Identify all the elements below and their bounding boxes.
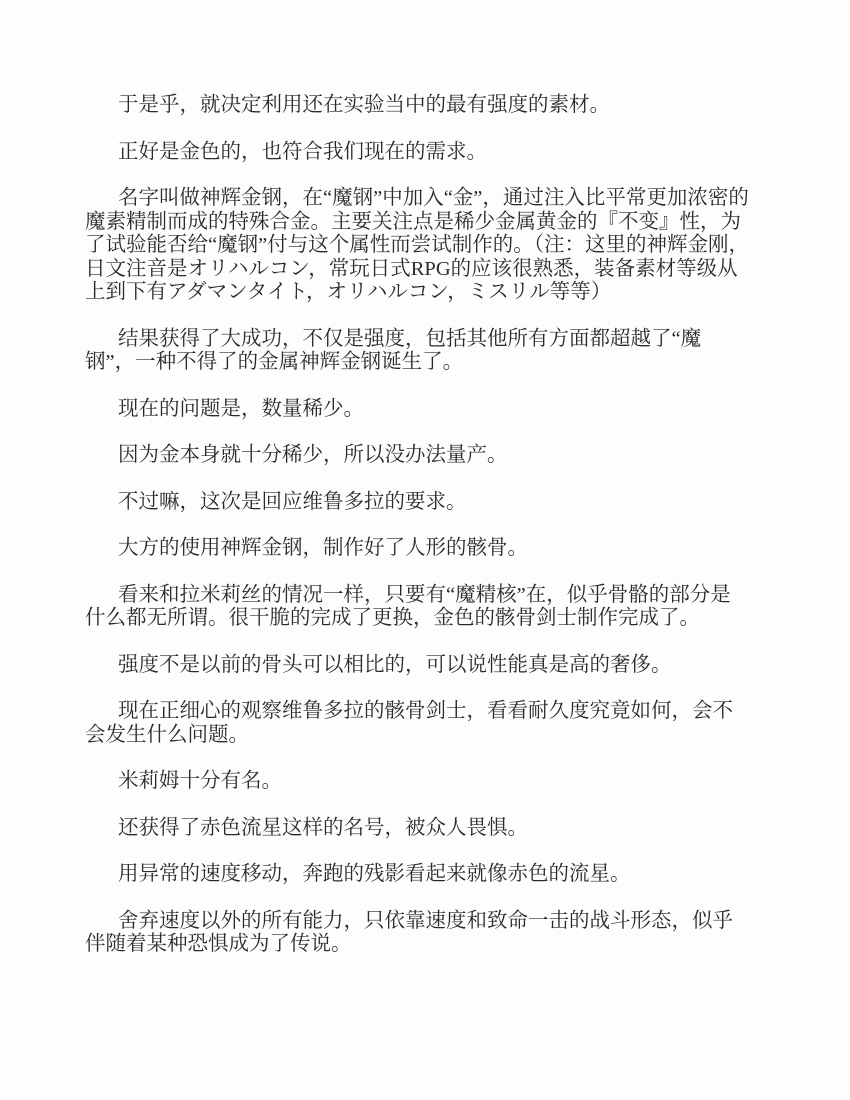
paragraph: 现在正细心的观察维鲁多拉的骸骨剑士，看看耐久度究竟如何，会不会发生什么问题。 (85, 700, 733, 746)
paragraph: 还获得了赤色流星这样的名号，被众人畏惧。 (118, 816, 528, 839)
paragraph: 米莉姆十分有名。 (118, 770, 282, 792)
paragraph: 名字叫做神辉金钢，在“魔钢”中加入“金”，通过注入比平常更加浓密的魔素精制而成的特殊合金。主要关注点是稀少金属黄金的『不变』性，为了试验能否给“魔钢”付与这个属性而尝试制作的。（注：这里的神辉金刚，日文注音是オリハルコン，常玩日式RPG的应该很熟悉，装备素材等级从上到下有アダマンタイト，オリハルコン，ミスリル等等） (85, 187, 749, 303)
chapter-text (85, 94, 751, 980)
paragraph: 舍弃速度以外的所有能力，只依靠速度和致命一击的战斗形态，似乎伴随着某种恐惧成为了传说。 (85, 909, 733, 955)
paragraph: 结果获得了大成功，不仅是强度，包括其他所有方面都超越了“魔钢”，一种不得了的金属神辉金钢诞生了。 (85, 327, 702, 373)
paragraph: 不过嘛，这次是回应维鲁多拉的要求。 (118, 490, 467, 513)
paragraph: 看来和拉米莉丝的情况一样，只要有“魔精核”在，似乎骨骼的部分是什么都无所谓。很干脆的完成了更换，金色的骸骨剑士制作完成了。 (85, 583, 731, 629)
paragraph: 用异常的速度移动，奔跑的残影看起来就像赤色的流星。 (118, 863, 631, 885)
paragraph: 现在的问题是，数量稀少。 (118, 397, 364, 420)
paragraph: 因为金本身就十分稀少，所以没办法量产。 (118, 444, 508, 466)
paragraph: 强度不是以前的骨头可以相比的，可以说性能真是高的奢侈。 (118, 653, 672, 676)
paragraph: 大方的使用神辉金钢，制作好了人形的骸骨。 (118, 537, 528, 559)
paragraph: 于是乎，就决定利用还在实验当中的最有强度的素材。 (118, 94, 610, 116)
paragraph: 正好是金色的，也符合我们现在的需求。 (118, 140, 487, 163)
